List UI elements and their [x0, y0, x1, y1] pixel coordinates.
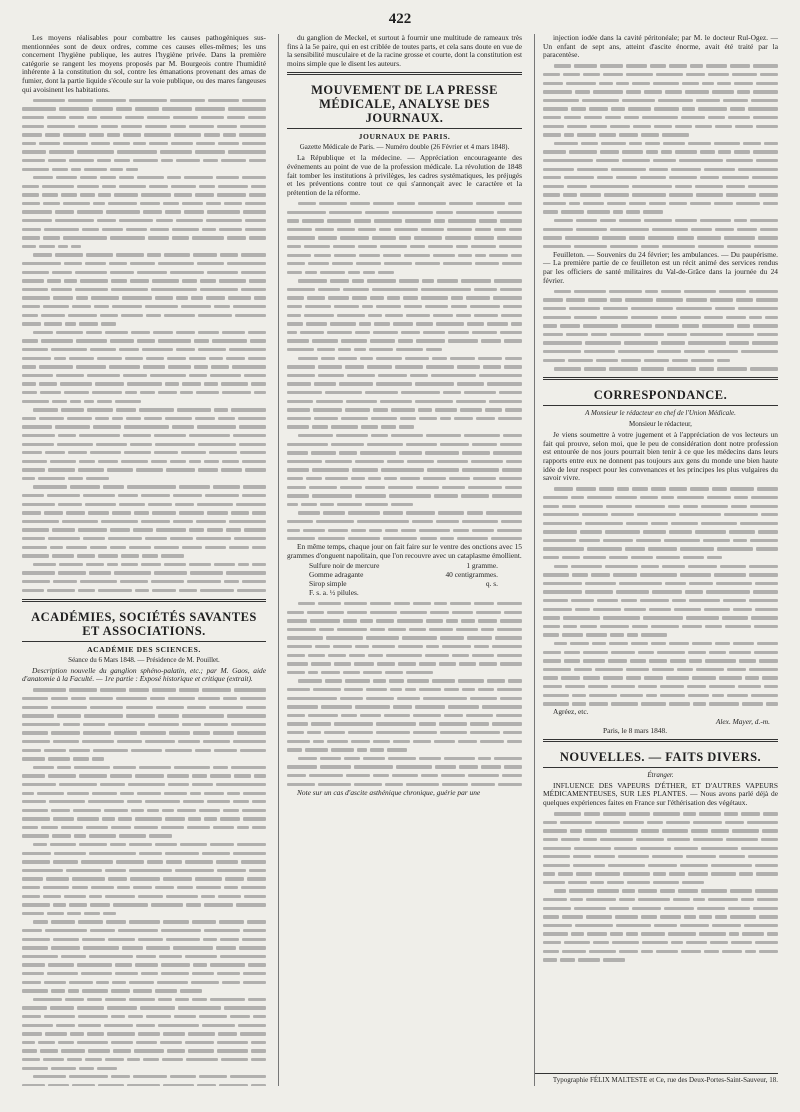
gazette-paragraph: La République et la médecine. — Appréciation encourageante des événements au point de vue de la profession médicale. La révolution de 1848 fait tomber les institutions à privilèges, les cadres systématiques, les préjugés et les préventions contre tout ce qui s'annonçait avec le caractère et la prétention de la réforme. [287, 153, 522, 197]
text-line [22, 216, 266, 225]
text-line [287, 260, 522, 269]
text-line [22, 113, 266, 122]
text-line [22, 363, 266, 372]
text-line [22, 1047, 266, 1056]
text-line [287, 406, 522, 415]
text-line [22, 1021, 266, 1030]
text-line [287, 328, 522, 337]
text-line [22, 225, 266, 234]
text-line [543, 165, 778, 174]
text-line [287, 737, 522, 746]
text-line [543, 878, 778, 887]
text-line [543, 691, 778, 700]
text-line [543, 895, 778, 904]
text-line [22, 875, 266, 884]
text-line [543, 861, 778, 870]
text-line [287, 294, 522, 303]
text-line [543, 622, 778, 631]
text-line [22, 509, 266, 518]
text-line [22, 823, 266, 832]
text-line [22, 423, 266, 432]
text-line [543, 105, 778, 114]
text-line [287, 337, 522, 346]
news-title: NOUVELLES. — FAITS DIVERS. [559, 749, 762, 764]
journals-title: JOURNAUX DE PARIS. [358, 132, 451, 142]
column-left [22, 34, 266, 1086]
text-line [287, 431, 522, 440]
text-line [543, 605, 778, 614]
text-line [22, 918, 266, 927]
text-line [543, 199, 778, 208]
text-line [22, 995, 266, 1004]
text-line [22, 457, 266, 466]
text-line [543, 174, 778, 183]
text-line [22, 952, 266, 961]
text-line [22, 961, 266, 970]
text-line [543, 208, 778, 217]
col3-body-text-d [543, 810, 778, 965]
text-line [543, 648, 778, 657]
text-line [287, 500, 522, 509]
closing-formula: Agréez, etc. [553, 707, 589, 717]
text-line [287, 474, 522, 483]
text-line [287, 668, 522, 677]
text-line [22, 96, 266, 105]
text-line [22, 560, 266, 569]
text-line [287, 642, 522, 651]
text-line [287, 728, 522, 737]
academy-title: ACADÉMIE DES SCIENCES. [87, 644, 201, 654]
text-line [543, 657, 778, 666]
text-line [22, 858, 266, 867]
recipe-item: Sulfure noir de mercure 1 gramme. [309, 561, 498, 571]
text-line [22, 1012, 266, 1021]
text-line [287, 371, 522, 380]
text-line [287, 277, 522, 286]
text-line [22, 406, 266, 415]
section-rule [22, 599, 266, 602]
text-line [543, 511, 778, 520]
section-rule-thin [543, 767, 778, 768]
text-line [22, 569, 266, 578]
col1-opening-paragraph: Les moyens réalisables pour combattre les causes pathogéniques sus-mentionnées sont de deux ordres, comme ces causes elles-mêmes; les uns concernent l'hygiène publique, les autres l'hygiène privée. Dans la première catégorie se rangent les moyens proposés par M. Bourgeois contre l'humidité inhérente à la constitution du sol, contre les émanations provenant des amas de fumier, dont la partie liquide s'écoule sur la voie publique, ou des mares fangeuses qui avoisinent les habitations. [22, 34, 266, 94]
text-line [22, 909, 266, 918]
correspondance-title: CORRESPONDANCE. [593, 388, 728, 403]
text-line [22, 294, 266, 303]
text-line [287, 440, 522, 449]
text-line [22, 105, 266, 114]
text-line [22, 397, 266, 406]
text-line [22, 174, 266, 183]
text-line [287, 311, 522, 320]
text-line [22, 780, 266, 789]
text-line [543, 639, 778, 648]
text-line [22, 491, 266, 500]
text-line [543, 191, 778, 200]
recipe-intro: En même temps, chaque jour on fait faire sur le ventre des onctions avec 15 grammes d'onguent napolitain, que l'on recouvre avec un cataplasme émollient. [287, 542, 522, 560]
text-line [543, 131, 778, 140]
text-line [543, 96, 778, 105]
text-line [22, 354, 266, 363]
text-line [543, 674, 778, 683]
text-line [543, 365, 778, 374]
text-line [22, 148, 266, 157]
col1-body-text-b [22, 686, 266, 1086]
page-number: 422 [388, 11, 412, 27]
text-line [543, 216, 778, 225]
text-line [22, 815, 266, 824]
text-line [543, 519, 778, 528]
text-line [22, 449, 266, 458]
text-line [22, 345, 266, 354]
text-line [543, 313, 778, 322]
text-line [543, 596, 778, 605]
text-line [543, 818, 778, 827]
text-line [22, 474, 266, 483]
text-line [22, 755, 266, 764]
letter-dateline: Paris, le 8 mars 1848. [603, 725, 668, 735]
text-line [543, 347, 778, 356]
text-line [543, 296, 778, 305]
text-line [287, 345, 522, 354]
text-line [22, 832, 266, 841]
text-line [22, 944, 266, 953]
text-line [22, 866, 266, 875]
text-line [287, 771, 522, 780]
text-line [22, 302, 266, 311]
letter-signature: Alex. Mayer, d.-m. [715, 716, 770, 726]
text-line [543, 330, 778, 339]
text-line [543, 225, 778, 234]
text-line [22, 1030, 266, 1039]
text-line [22, 242, 266, 251]
text-line [287, 251, 522, 260]
text-line [543, 502, 778, 511]
text-line [287, 599, 522, 608]
text-line [22, 840, 266, 849]
text-line [22, 311, 266, 320]
text-line [543, 904, 778, 913]
col3-body-text-a [543, 62, 778, 251]
recipe-fs: F. s. a. ½ pilules. [309, 587, 359, 597]
text-line [287, 617, 522, 626]
text-line [22, 789, 266, 798]
text-line [543, 588, 778, 597]
text-line [22, 380, 266, 389]
col3-body-text-b [543, 287, 778, 373]
text-line [543, 571, 778, 580]
section-rule-thin [22, 641, 266, 642]
text-line [287, 509, 522, 518]
text-line [287, 234, 522, 243]
text-line [22, 763, 266, 772]
text-line [22, 978, 266, 987]
text-line [543, 156, 778, 165]
text-line [543, 938, 778, 947]
text-line [287, 685, 522, 694]
text-line [22, 466, 266, 475]
text-line [543, 485, 778, 494]
text-line [22, 328, 266, 337]
text-line [22, 1073, 266, 1082]
text-line [287, 703, 522, 712]
text-line [22, 1038, 266, 1047]
text-line [287, 414, 522, 423]
text-line [287, 625, 522, 634]
text-line [22, 1081, 266, 1086]
text-line [543, 356, 778, 365]
text-line [543, 835, 778, 844]
feuilleton-paragraph: Feuilleton. — Souvenirs du 24 février; les ambulances. — Du paupérisme. — La première partie de ce feuilleton est un récit animé des services rendus par les officiers de santé militaires du Val-de-Grâce dans la journée du 24 février. [543, 249, 778, 285]
text-line [543, 844, 778, 853]
text-line [22, 586, 266, 595]
text-line [287, 320, 522, 329]
text-line [22, 720, 266, 729]
col2-closing-paragraph: Note sur un cas d'ascite asthénique chronique, guérie par une [297, 787, 481, 797]
text-line [287, 457, 522, 466]
text-line [22, 156, 266, 165]
text-line [543, 545, 778, 554]
col2-body-text-a [287, 199, 522, 543]
text-line [22, 1055, 266, 1064]
text-line [287, 208, 522, 217]
press-section-title: MOUVEMENT DE LA PRESSE MÉDICALE, ANALYSE DES JOURNAUX. [311, 83, 498, 126]
text-line [22, 892, 266, 901]
session-line: Séance du 6 Mars 1848. — Présidence de M. Pouillet. [68, 655, 220, 664]
text-line [543, 182, 778, 191]
text-line [543, 665, 778, 674]
text-line [287, 711, 522, 720]
recipe-list [309, 562, 522, 597]
text-line [22, 772, 266, 781]
academies-section-title: ACADÉMIES, SOCIÉTÉS SAVANTES ET ASSOCIATIONS. [31, 609, 257, 638]
text-line [22, 1064, 266, 1073]
text-line [22, 526, 266, 535]
text-line [287, 526, 522, 535]
text-line [287, 746, 522, 755]
text-line [22, 337, 266, 346]
section-rule-thin [287, 128, 522, 129]
text-line [22, 686, 266, 695]
section-rule [543, 739, 778, 742]
text-line [543, 887, 778, 896]
text-line [22, 577, 266, 586]
text-line [543, 682, 778, 691]
text-line [22, 694, 266, 703]
text-line [287, 483, 522, 492]
text-line [543, 70, 778, 79]
text-line [543, 536, 778, 545]
text-line [543, 304, 778, 313]
imprint-line: Typographie FÉLIX MALTESTE et Ce, rue des Deux-Portes-Saint-Sauveur, 18. [552, 1076, 778, 1084]
text-line [287, 492, 522, 501]
text-line [22, 277, 266, 286]
text-line [22, 737, 266, 746]
text-line [543, 234, 778, 243]
text-line [22, 165, 266, 174]
text-line [22, 987, 266, 996]
recipe-item: Sirop simple q. s. [309, 578, 498, 588]
text-line [22, 259, 266, 268]
text-line [287, 634, 522, 643]
text-line [22, 703, 266, 712]
text-line [22, 268, 266, 277]
text-line [543, 870, 778, 879]
text-line [543, 113, 778, 122]
text-line [287, 363, 522, 372]
text-line [22, 552, 266, 561]
text-line [543, 827, 778, 836]
text-line [22, 1004, 266, 1013]
text-line [22, 234, 266, 243]
text-line [287, 217, 522, 226]
text-line [543, 287, 778, 296]
text-line [543, 88, 778, 97]
text-line [543, 947, 778, 956]
col3-opening-paragraph: injection iodée dans la cavité péritonéale; par M. le docteur Rul-Ogez. — Un enfant de sept ans, atteint d'ascite énorme, avait été traité par la paracentèse. [543, 34, 778, 60]
text-line [22, 543, 266, 552]
text-line [22, 712, 266, 721]
text-line [22, 883, 266, 892]
text-line [22, 534, 266, 543]
text-line [22, 798, 266, 807]
text-line [22, 414, 266, 423]
text-line [287, 608, 522, 617]
text-line [543, 810, 778, 819]
text-line [543, 562, 778, 571]
text-line [287, 694, 522, 703]
text-line [543, 553, 778, 562]
section-rule-thin [543, 405, 778, 406]
text-line [22, 139, 266, 148]
col2-intro-paragraph: du ganglion de Meckel, et surtout à fournir une multitude de rameaux très fins à la 5e paire, qui en est criblée de toutes parts, et cela sans doute en vue de la sensibilité musculaire et de la racine grosse et courte, dont la constitution est moins simple que le disent les auteurs. [287, 34, 522, 68]
text-line [543, 956, 778, 965]
text-line [22, 182, 266, 191]
letter-greeting: Monsieur le rédacteur, [629, 420, 692, 429]
col3-body-text-c [543, 485, 778, 708]
text-line [543, 339, 778, 348]
text-line [543, 579, 778, 588]
text-line [543, 921, 778, 930]
foreign-label: Étranger. [647, 770, 674, 779]
text-line [287, 268, 522, 277]
text-line [22, 388, 266, 397]
columns [22, 34, 778, 1086]
text-line [22, 483, 266, 492]
text-line [22, 926, 266, 935]
text-line [287, 651, 522, 660]
text-line [22, 746, 266, 755]
text-line [287, 380, 522, 389]
text-line [22, 969, 266, 978]
text-line [22, 371, 266, 380]
text-line [287, 354, 522, 363]
col1-body-text-a [22, 96, 266, 594]
letter-salutation: A Monsieur le rédacteur en chef de l'Union Médicale. [585, 409, 736, 418]
text-line [543, 913, 778, 922]
description-paragraph: Description nouvelle du ganglion sphéno-palatin, etc.; par M. Gaos, aide d'anatomie à la Faculté. — 1re partie : Exposé historique et critique (extrait). [22, 665, 266, 684]
text-line [22, 806, 266, 815]
text-line [543, 122, 778, 131]
text-line [22, 440, 266, 449]
text-line [22, 320, 266, 329]
text-line [22, 517, 266, 526]
text-line [22, 849, 266, 858]
text-line [287, 754, 522, 763]
recipe-item: Gomme adragante 40 centigrammes. [309, 570, 498, 580]
text-line [287, 388, 522, 397]
text-line [543, 930, 778, 939]
text-line [543, 631, 778, 640]
text-line [22, 191, 266, 200]
text-line [22, 199, 266, 208]
text-line [543, 528, 778, 537]
col2-body-text-b [287, 599, 522, 788]
text-line [287, 225, 522, 234]
text-line [287, 285, 522, 294]
text-line [22, 208, 266, 217]
text-line [287, 302, 522, 311]
news-paragraph: INFLUENCE DES VAPEURS D'ÉTHER, ET D'AUTRES VAPEURS MÉDICAMENTEUSES, SUR LES PLANTES. — Nous avons parlé déjà de quelques expériences faites en France sur l'éthérisation des végétaux. [543, 780, 778, 807]
text-line [22, 935, 266, 944]
section-rule [543, 377, 778, 380]
text-line [287, 242, 522, 251]
text-line [22, 431, 266, 440]
text-line [543, 493, 778, 502]
text-line [287, 449, 522, 458]
text-line [543, 79, 778, 88]
text-line [287, 517, 522, 526]
letter-paragraph: Je viens soumettre à votre jugement et à l'appréciation de vos lecteurs un fait qui prouve, selon moi, que le peu de considération dont notre profession est entourée de nos jours pourrait bien tenir à ce que les médecins dans leurs rapports entre eux ne donnent pas toujours aux gens du monde une bien haute idée de leur respect pour les convenances et les principes les plus vulgaires du savoir vivre. [543, 430, 778, 483]
text-line [22, 729, 266, 738]
text-line [22, 500, 266, 509]
text-line [287, 763, 522, 772]
column-middle [278, 34, 522, 1086]
text-line [287, 397, 522, 406]
text-line [543, 322, 778, 331]
text-line [543, 62, 778, 71]
text-line [543, 614, 778, 623]
text-line [22, 285, 266, 294]
gazette-line: Gazette Médicale de Paris. — Numéro double (26 Février et 4 mars 1848). [299, 143, 510, 152]
text-line [287, 677, 522, 686]
text-line [22, 901, 266, 910]
text-line [287, 660, 522, 669]
text-line [22, 122, 266, 131]
text-line [287, 466, 522, 475]
text-line [543, 148, 778, 157]
column-right [534, 34, 778, 1086]
text-line [22, 251, 266, 260]
text-line [543, 853, 778, 862]
text-line [287, 199, 522, 208]
text-line [287, 423, 522, 432]
text-line [287, 720, 522, 729]
text-line [543, 139, 778, 148]
text-line [22, 131, 266, 140]
section-rule [287, 72, 522, 75]
